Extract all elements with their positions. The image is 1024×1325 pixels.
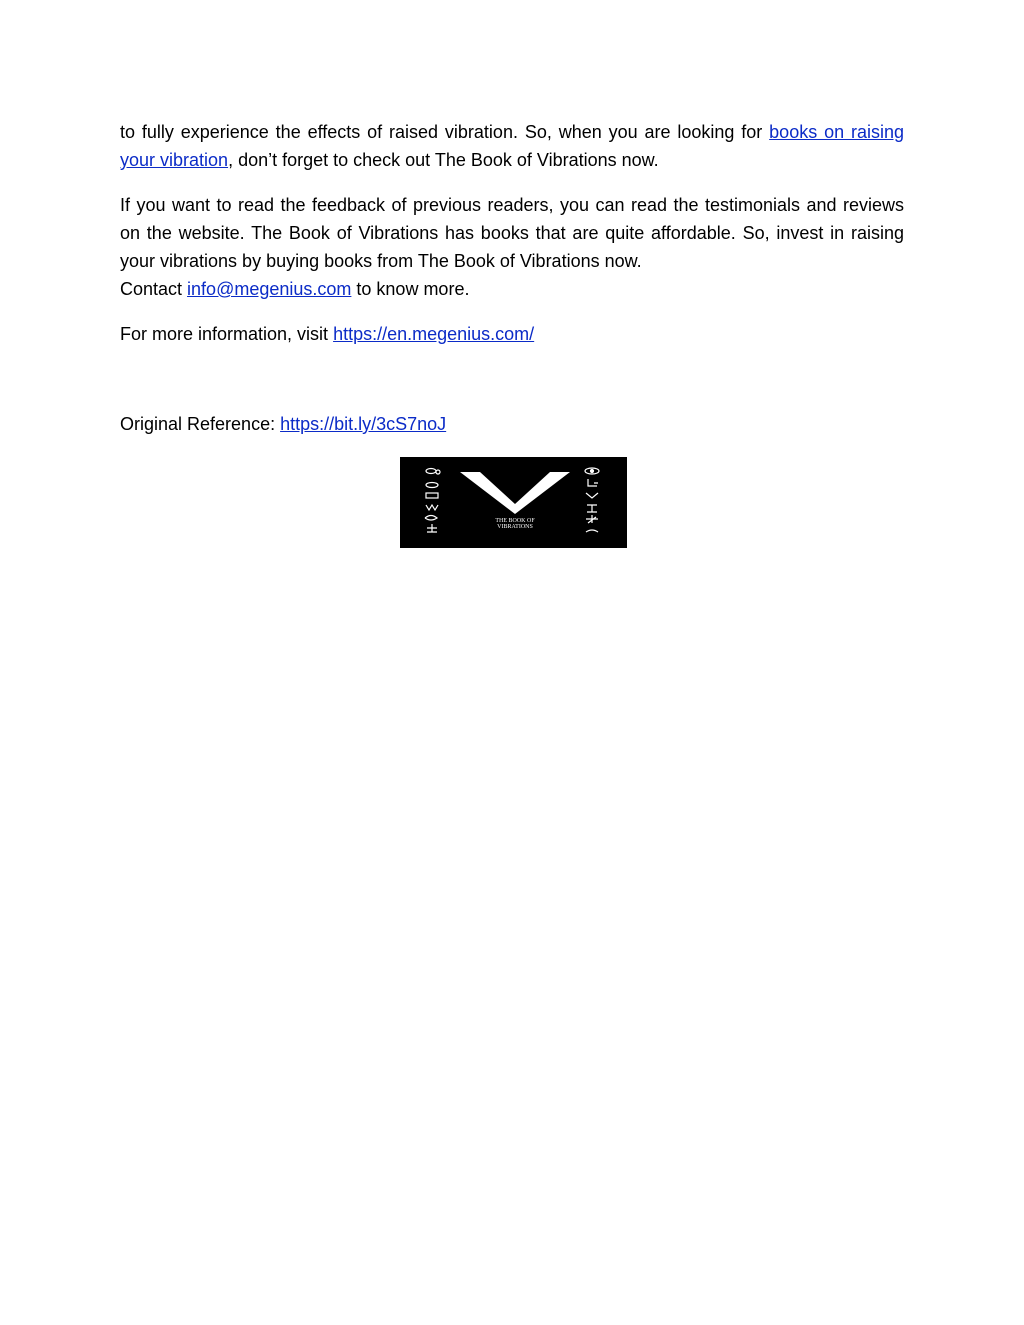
paragraph-more-info [120, 320, 904, 348]
paragraph-text: , don’t forget to check out The Book of Vibrations now. [228, 150, 659, 170]
v-letter-icon [460, 472, 570, 514]
contact-suffix: to know more. [351, 279, 470, 299]
website-link[interactable]: https://en.megenius.com/ [333, 324, 535, 344]
books-on-raising-vibration-link[interactable]: books on raising your vibration [120, 122, 904, 170]
logo-graphic [400, 457, 627, 548]
reference-prefix: Original Reference: [120, 414, 281, 434]
email-link[interactable]: info@megenius.com [187, 279, 352, 299]
logo-line1: THE BOOK OF [495, 518, 535, 524]
paragraph-feedback [120, 191, 904, 303]
paragraph-vibration-intro [120, 118, 904, 174]
reference-link[interactable]: https://bit.ly/3cS7noJ [280, 414, 447, 434]
paragraph-text: to fully experience the effects of raised vibration. So, when you are looking for [120, 122, 770, 142]
paragraph-reference [120, 410, 904, 438]
logo-line2: VIBRATIONS [497, 524, 533, 530]
more-info-prefix: For more information, visit [120, 324, 334, 344]
left-symbols-icon [425, 469, 440, 533]
book-of-vibrations-logo [400, 457, 627, 548]
spacer [120, 365, 904, 410]
paragraph-text: If you want to read the feedback of previous readers, you can read the testimonials and reviews on the website. The Book of Vibrations has books that are quite affordable. So, invest in raising your vibrations by buying books from The Book of Vibrations now. [120, 195, 904, 271]
document-body [120, 118, 904, 455]
right-symbols-icon [585, 468, 599, 532]
contact-prefix: Contact [120, 279, 188, 299]
